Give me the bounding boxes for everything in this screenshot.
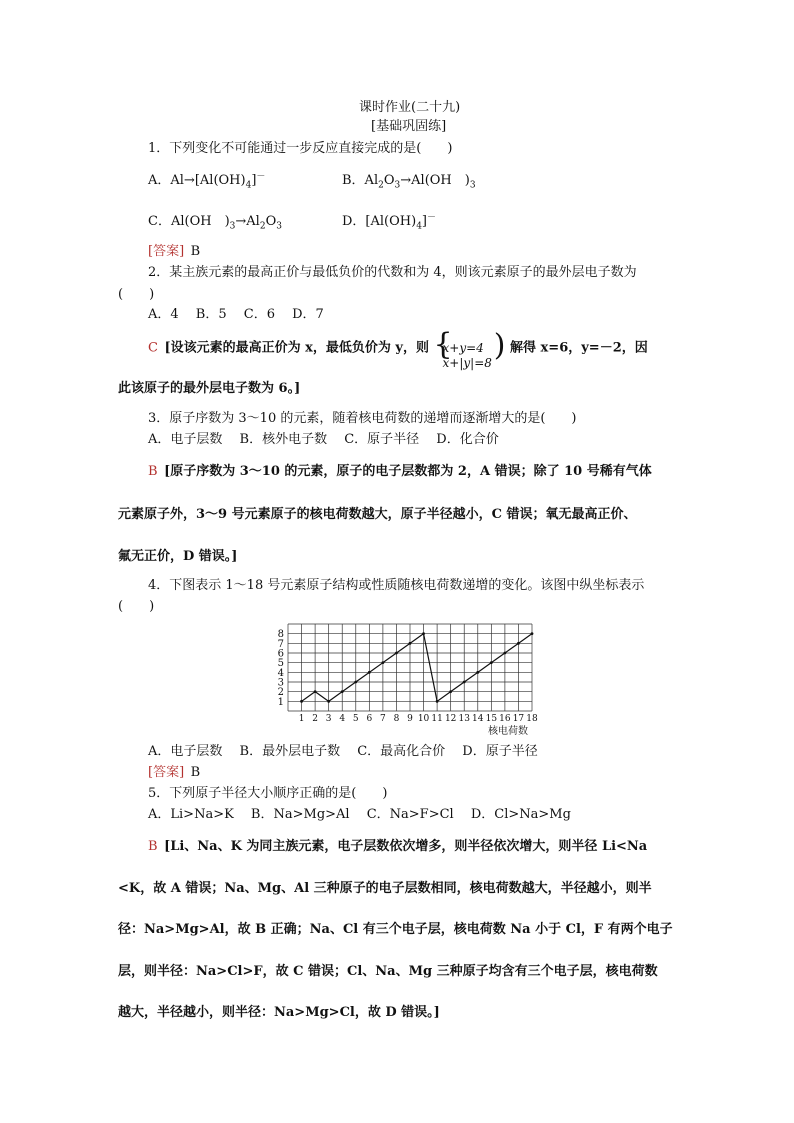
data-point	[517, 642, 520, 645]
x-tick-label: 7	[380, 714, 386, 724]
data-point	[531, 632, 534, 635]
q5-answer: B	[148, 839, 158, 854]
q3-options: A．电子层数 B．核外电子数 C．原子半径 D．化合价	[148, 432, 499, 447]
q1-answer: [答案] B	[148, 244, 201, 259]
data-point	[300, 700, 303, 703]
q1-option-c: C．Al(OH )$_3\to Al_2O_3$	[148, 214, 282, 232]
x-tick-label: 8	[393, 714, 400, 724]
q2-options: A．4 B．5 C．6 D．7	[148, 307, 324, 322]
data-point	[381, 661, 384, 664]
line-chart	[270, 618, 545, 740]
q2-explanation-line2: 此该原子的最外层电子数为 6。]	[118, 381, 301, 396]
q5-explanation-line1: B [Li、Na、K 为同主族元素，电子层数依次增多，则半径依次增大，则半径 Li<Na	[148, 839, 648, 854]
q3-answer: B	[148, 464, 158, 479]
q2-explanation-line1: C [设该元素的最高正价为 x，最低负价为 y，则 { x+y=4 x+|y|=8 ) 解得 x=6，y=－2，因	[148, 327, 648, 370]
x-tick-label: 12	[444, 714, 457, 724]
q2-answer: C	[148, 340, 158, 356]
data-point	[341, 690, 344, 693]
q3-stem: 3．原子序数为 3～10 的元素，随着核电荷数的递增而逐渐增大的是( )	[148, 411, 577, 426]
data-point	[436, 700, 439, 703]
q1-option-b: B．$Al_2O_3\to Al(OH$ )$_3$	[342, 173, 476, 191]
y-tick-label: 6	[277, 648, 284, 660]
x-tick-label: 6	[366, 714, 373, 724]
x-tick-label: 16	[499, 714, 511, 724]
y-tick-label: 1	[277, 696, 284, 708]
q3-explanation-line1: B [原子序数为 3～10 的元素，原子的电子层数都为 2，A 错误；除了 10 号稀有气体	[148, 464, 652, 479]
q5-stem: 5．下列原子半径大小顺序正确的是( )	[148, 786, 388, 801]
q5-options: A．Li>Na>K B．Na>Mg>Al C．Na>F>Cl D．Cl>Na>Mg	[148, 807, 571, 822]
equation-system: { x+y=4 x+|y|=8 )	[433, 327, 506, 370]
y-tick-label: 8	[277, 629, 284, 641]
x-tick-label: 2	[312, 714, 318, 724]
x-axis-label: 核电荷数	[488, 726, 528, 737]
x-tick-label: 14	[472, 714, 484, 724]
x-tick-label: 15	[485, 714, 498, 724]
q1-stem: 1．下列变化不可能通过一步反应直接完成的是( )	[148, 141, 453, 156]
x-tick-label: 13	[458, 714, 470, 724]
q2-paren: ( )	[118, 287, 155, 302]
data-point	[422, 632, 425, 635]
data-point	[476, 671, 479, 674]
q3-explanation-line2: 元素原子外，3～9 号元素原子的核电荷数越大，原子半径越小，C 错误；氧无最高正价、	[118, 507, 637, 522]
x-tick-label: 1	[298, 714, 305, 724]
q4-answer: [答案] B	[148, 765, 201, 780]
q1-option-d: D．$[Al(OH)_4]^-$	[342, 212, 437, 232]
x-tick-label: 11	[431, 714, 443, 724]
data-point	[490, 661, 493, 664]
data-point	[354, 681, 357, 684]
y-tick-label: 7	[277, 638, 284, 650]
q4-paren: ( )	[118, 599, 155, 614]
q5-explanation-line5: 越大，半径越小，则半径：Na>Mg>Cl，故 D 错误。]	[118, 1005, 440, 1020]
section-title: [基础巩固练]	[371, 119, 447, 134]
q4-options: A．电子层数 B．最外层电子数 C．最高化合价 D．原子半径	[148, 744, 538, 759]
data-point	[449, 690, 452, 693]
x-tick-label: 9	[407, 714, 413, 724]
data-point	[395, 652, 398, 655]
q5-explanation-line4: 层，则半径：Na>Cl>F，故 C 错误；Cl、Na、Mg 三种原子均含有三个电子层，核电荷数	[118, 964, 658, 979]
q4-stem: 4．下图表示 1～18 号元素原子结构或性质随核电荷数递增的变化。该图中纵坐标表示	[148, 578, 645, 593]
data-point	[503, 652, 506, 655]
data-point	[327, 700, 330, 703]
q3-explanation-line3: 氟无正价，D 错误。]	[118, 549, 238, 564]
data-point	[409, 642, 412, 645]
x-tick-label: 18	[526, 714, 538, 724]
x-tick-label: 5	[352, 714, 359, 724]
x-tick-label: 4	[339, 714, 346, 724]
y-tick-label: 2	[277, 687, 284, 699]
q2-stem: 2．某主族元素的最高正价与最低负价的代数和为 4，则该元素原子的最外层电子数为	[148, 265, 637, 280]
y-tick-label: 4	[277, 667, 284, 679]
series-line	[302, 634, 532, 702]
y-tick-label: 5	[277, 658, 284, 670]
x-tick-label: 10	[417, 714, 430, 724]
q5-explanation-line3: 径：Na>Mg>Al，故 B 正确；Na、Cl 有三个电子层，核电荷数 Na 小于 Cl，F 有两个电子	[118, 922, 673, 937]
x-tick-label: 3	[325, 714, 332, 724]
x-tick-label: 17	[512, 714, 525, 724]
data-point	[368, 671, 371, 674]
data-point	[463, 681, 466, 684]
y-tick-label: 3	[277, 677, 284, 689]
page-title: 课时作业(二十九)	[359, 100, 461, 115]
q1-option-a: A．$Al\to[Al(OH)_4]^-$	[148, 171, 266, 191]
q5-explanation-line2: <K，故 A 错误；Na、Mg、Al 三种原子的电子层数相同，核电荷数越大，半径越小，则半	[118, 881, 652, 896]
data-point	[314, 690, 317, 693]
